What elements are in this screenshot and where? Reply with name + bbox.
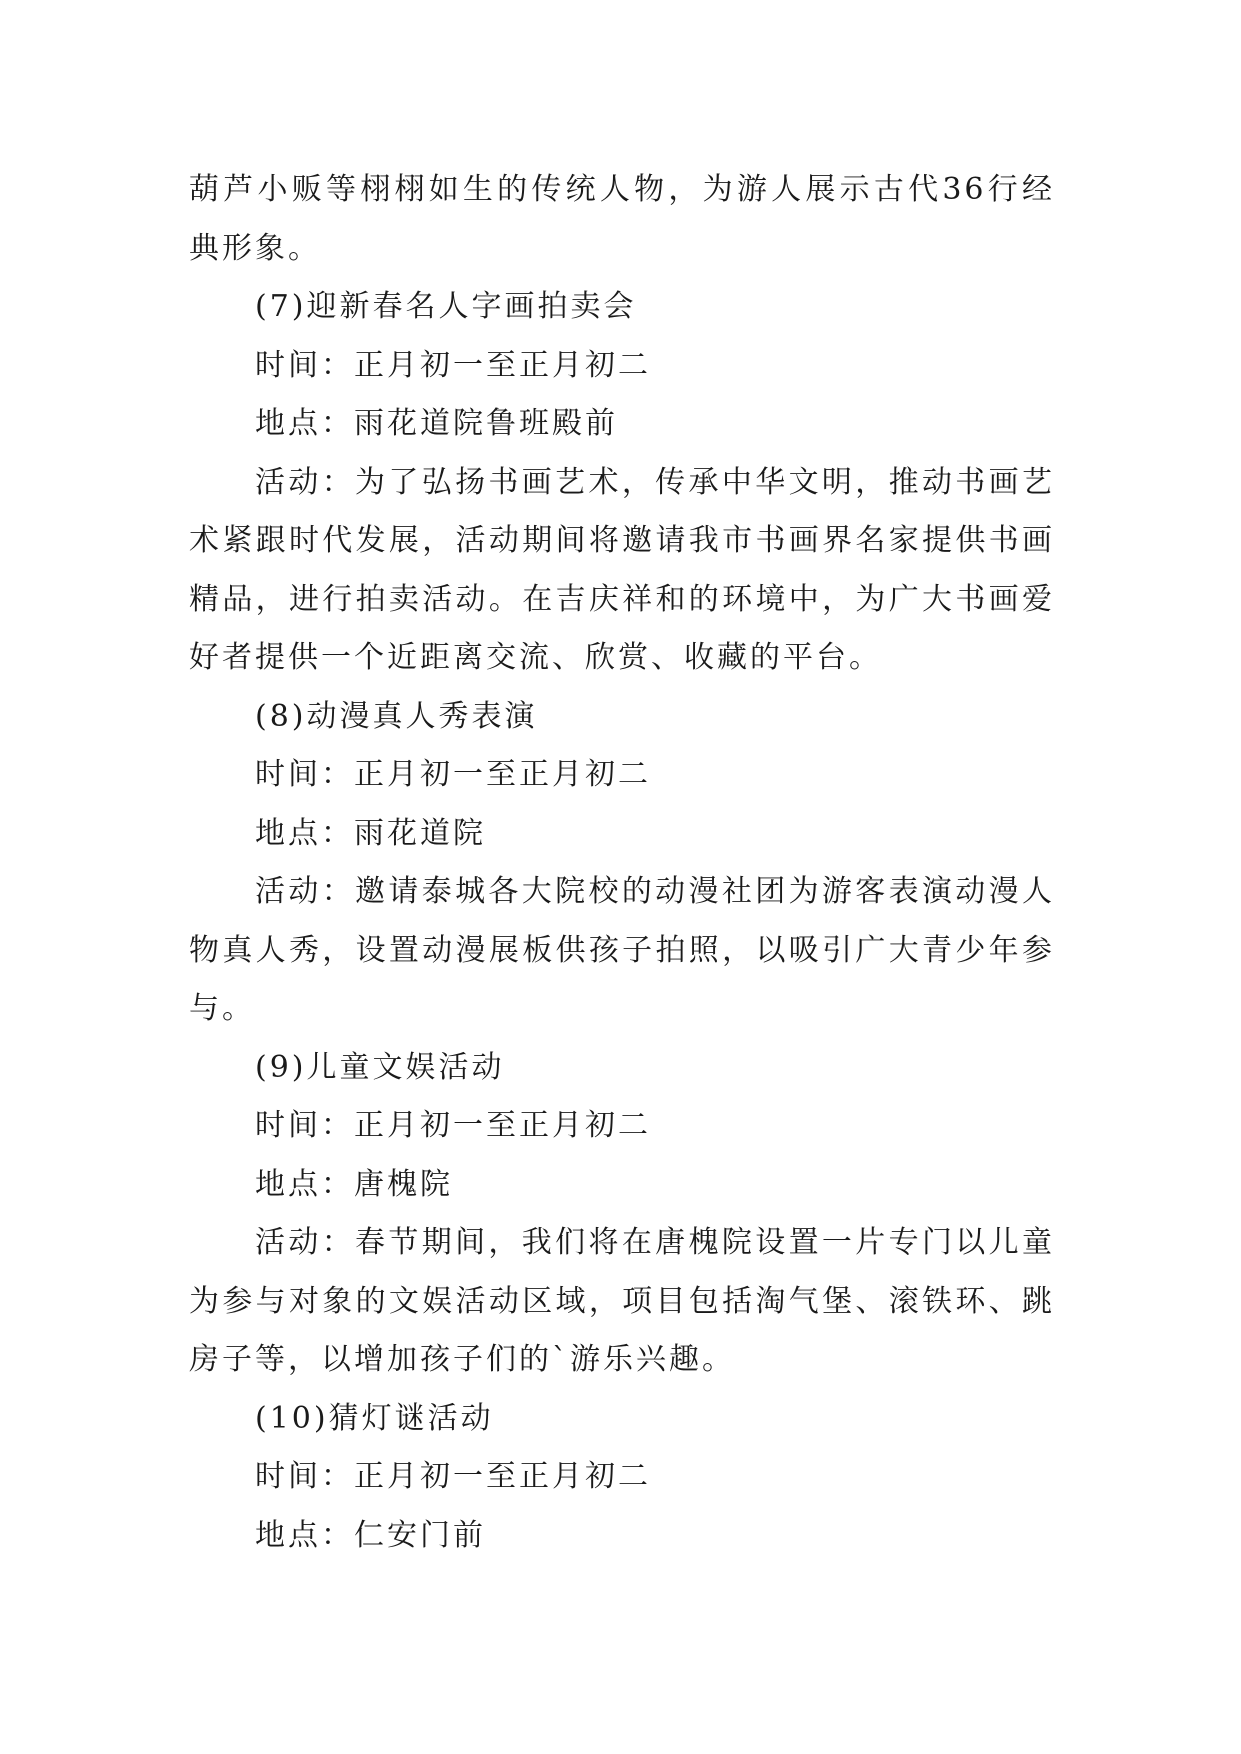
time-line: 时间：正月初一至正月初二 xyxy=(255,757,651,792)
activity-paragraph: 活动：春节期间，我们将在唐槐院设置一片专门以儿童为参与对象的文娱活动区域，项目包括淘气堡、滚铁环、跳房子等，以增加孩子们的`游乐兴趣。 xyxy=(189,1225,1055,1377)
section-heading-8: (8)动漫真人秀表演 xyxy=(255,698,538,734)
section-heading-7: (7)迎新春名人字画拍卖会 xyxy=(255,289,637,324)
time-line: 时间：正月初一至正月初二 xyxy=(255,347,651,383)
location-line: 地点：唐槐院 xyxy=(255,1166,453,1202)
activity-paragraph: 活动：邀请泰城各大院校的动漫社团为游客表演动漫人物真人秀，设置动漫展板供孩子拍照，以吸引广大青少年参与。 xyxy=(189,874,1055,1026)
paragraph-continuation: 葫芦小贩等栩栩如生的传统人物，为游人展示古代36行经典形象。 xyxy=(189,172,1055,266)
time-line: 时间：正月初一至正月初二 xyxy=(255,1459,651,1494)
location-line: 地点：雨花道院鲁班殿前 xyxy=(255,406,618,441)
location-line: 地点：仁安门前 xyxy=(255,1517,486,1553)
section-heading-9: (9)儿童文娱活动 xyxy=(255,1049,505,1085)
section-heading-10: (10)猜灯谜活动 xyxy=(255,1400,494,1436)
time-line: 时间：正月初一至正月初二 xyxy=(255,1108,651,1143)
location-line: 地点：雨花道院 xyxy=(255,815,486,851)
activity-paragraph: 活动：为了弘扬书画艺术，传承中华文明，推动书画艺术紧跟时代发展，活动期间将邀请我市书画界名家提供书画精品，进行拍卖活动。在吉庆祥和的环境中，为广大书画爱好者提供一个近距离交流、欣赏、收藏的平台。 xyxy=(189,464,1055,675)
document-body xyxy=(189,161,1055,1565)
